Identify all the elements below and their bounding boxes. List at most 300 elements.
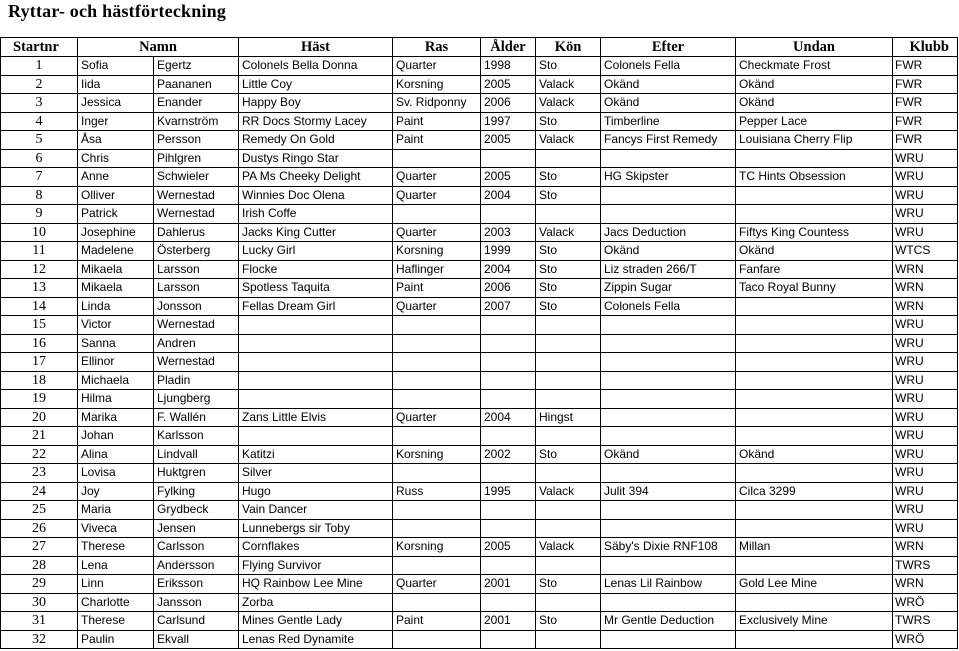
cell-first-name: Sofia bbox=[78, 57, 154, 76]
cell-last-name: Carlsund bbox=[154, 612, 239, 631]
cell-breed bbox=[393, 205, 481, 224]
cell-age: 2002 bbox=[481, 445, 536, 464]
cell-first-name: Charlotte bbox=[78, 593, 154, 612]
rider-horse-table bbox=[0, 37, 958, 649]
cell-horse: HQ Rainbow Lee Mine bbox=[239, 575, 393, 594]
cell-first-name: Paulin bbox=[78, 630, 154, 649]
cell-sex: Valack bbox=[536, 75, 601, 94]
cell-sex: Sto bbox=[536, 445, 601, 464]
cell-breed bbox=[393, 556, 481, 575]
cell-club: FWR bbox=[893, 75, 958, 94]
cell-sire bbox=[601, 427, 736, 446]
cell-sire: Lenas Lil Rainbow bbox=[601, 575, 736, 594]
cell-age bbox=[481, 390, 536, 409]
cell-club: WRU bbox=[893, 186, 958, 205]
cell-horse: Dustys Ringo Star bbox=[239, 149, 393, 168]
cell-startnr: 4 bbox=[1, 112, 78, 131]
cell-breed bbox=[393, 149, 481, 168]
cell-age bbox=[481, 630, 536, 649]
cell-breed: Korsning bbox=[393, 75, 481, 94]
cell-breed bbox=[393, 630, 481, 649]
cell-breed bbox=[393, 334, 481, 353]
table-row bbox=[1, 519, 958, 538]
cell-startnr: 24 bbox=[1, 482, 78, 501]
cell-first-name: Chris bbox=[78, 149, 154, 168]
cell-club: WRU bbox=[893, 223, 958, 242]
cell-sex: Sto bbox=[536, 168, 601, 187]
cell-sex: Valack bbox=[536, 94, 601, 113]
cell-club: FWR bbox=[893, 112, 958, 131]
cell-sire bbox=[601, 519, 736, 538]
cell-dam: Gold Lee Mine bbox=[736, 575, 893, 594]
cell-age: 2004 bbox=[481, 186, 536, 205]
cell-horse: Katitzi bbox=[239, 445, 393, 464]
cell-horse: Zorba bbox=[239, 593, 393, 612]
cell-age bbox=[481, 556, 536, 575]
cell-sire: Zippin Sugar bbox=[601, 279, 736, 298]
cell-last-name: F. Wallén bbox=[154, 408, 239, 427]
cell-breed: Quarter bbox=[393, 168, 481, 187]
cell-club: FWR bbox=[893, 57, 958, 76]
cell-age: 1998 bbox=[481, 57, 536, 76]
cell-sex bbox=[536, 519, 601, 538]
cell-startnr: 13 bbox=[1, 279, 78, 298]
table-row bbox=[1, 408, 958, 427]
cell-last-name: Jansson bbox=[154, 593, 239, 612]
cell-first-name: Viveca bbox=[78, 519, 154, 538]
cell-club: FWR bbox=[893, 94, 958, 113]
cell-sire bbox=[601, 464, 736, 483]
cell-dam bbox=[736, 371, 893, 390]
cell-breed: Paint bbox=[393, 131, 481, 150]
cell-last-name: Paananen bbox=[154, 75, 239, 94]
cell-sire bbox=[601, 556, 736, 575]
cell-club: WRU bbox=[893, 149, 958, 168]
cell-club: WRU bbox=[893, 390, 958, 409]
table-row bbox=[1, 149, 958, 168]
cell-club: WRU bbox=[893, 371, 958, 390]
header-row bbox=[1, 38, 958, 57]
cell-startnr: 9 bbox=[1, 205, 78, 224]
cell-startnr: 2 bbox=[1, 75, 78, 94]
cell-last-name: Wernestad bbox=[154, 353, 239, 372]
cell-breed: Paint bbox=[393, 112, 481, 131]
cell-breed: Quarter bbox=[393, 57, 481, 76]
cell-first-name: Michaela bbox=[78, 371, 154, 390]
cell-first-name: Ellinor bbox=[78, 353, 154, 372]
cell-sex bbox=[536, 464, 601, 483]
cell-first-name: Joy bbox=[78, 482, 154, 501]
cell-horse bbox=[239, 316, 393, 335]
cell-last-name: Schwieler bbox=[154, 168, 239, 187]
cell-horse bbox=[239, 334, 393, 353]
cell-sex: Sto bbox=[536, 279, 601, 298]
cell-horse bbox=[239, 371, 393, 390]
table-row bbox=[1, 501, 958, 520]
cell-startnr: 28 bbox=[1, 556, 78, 575]
cell-last-name: Grydbeck bbox=[154, 501, 239, 520]
cell-startnr: 16 bbox=[1, 334, 78, 353]
cell-last-name: Kvarnström bbox=[154, 112, 239, 131]
table-row bbox=[1, 353, 958, 372]
cell-club: TWRS bbox=[893, 612, 958, 631]
cell-dam bbox=[736, 630, 893, 649]
cell-age: 2001 bbox=[481, 575, 536, 594]
cell-horse: Mines Gentle Lady bbox=[239, 612, 393, 631]
cell-club: WRU bbox=[893, 464, 958, 483]
cell-club: WRU bbox=[893, 501, 958, 520]
cell-sex: Sto bbox=[536, 112, 601, 131]
cell-age bbox=[481, 427, 536, 446]
cell-age: 2007 bbox=[481, 297, 536, 316]
cell-sex: Valack bbox=[536, 223, 601, 242]
cell-startnr: 17 bbox=[1, 353, 78, 372]
cell-breed: Sv. Ridponny bbox=[393, 94, 481, 113]
cell-startnr: 23 bbox=[1, 464, 78, 483]
column-header-alder: Ålder bbox=[481, 38, 536, 57]
cell-first-name: Åsa bbox=[78, 131, 154, 150]
cell-last-name: Jonsson bbox=[154, 297, 239, 316]
cell-first-name: Iida bbox=[78, 75, 154, 94]
cell-horse: Silver bbox=[239, 464, 393, 483]
column-header-kon: Kön bbox=[536, 38, 601, 57]
cell-dam: TC Hints Obsession bbox=[736, 168, 893, 187]
table-row bbox=[1, 279, 958, 298]
cell-horse bbox=[239, 427, 393, 446]
cell-sire: Säby's Dixie RNF108 bbox=[601, 538, 736, 557]
cell-age bbox=[481, 316, 536, 335]
cell-dam: Exclusively Mine bbox=[736, 612, 893, 631]
cell-breed bbox=[393, 519, 481, 538]
cell-breed bbox=[393, 353, 481, 372]
cell-dam bbox=[736, 149, 893, 168]
cell-dam bbox=[736, 205, 893, 224]
cell-club: FWR bbox=[893, 131, 958, 150]
cell-last-name: Enander bbox=[154, 94, 239, 113]
cell-startnr: 8 bbox=[1, 186, 78, 205]
cell-sire bbox=[601, 501, 736, 520]
cell-sex: Sto bbox=[536, 612, 601, 631]
table-row bbox=[1, 242, 958, 261]
cell-dam: Okänd bbox=[736, 445, 893, 464]
cell-sex bbox=[536, 556, 601, 575]
cell-horse: Zans Little Elvis bbox=[239, 408, 393, 427]
cell-club: WRU bbox=[893, 205, 958, 224]
cell-startnr: 7 bbox=[1, 168, 78, 187]
cell-sire: Colonels Fella bbox=[601, 297, 736, 316]
cell-horse: Lunnebergs sir Toby bbox=[239, 519, 393, 538]
cell-first-name: Linda bbox=[78, 297, 154, 316]
cell-breed: Paint bbox=[393, 279, 481, 298]
cell-age: 1997 bbox=[481, 112, 536, 131]
cell-startnr: 27 bbox=[1, 538, 78, 557]
cell-sire bbox=[601, 371, 736, 390]
cell-sire bbox=[601, 593, 736, 612]
cell-breed: Quarter bbox=[393, 575, 481, 594]
cell-first-name: Alina bbox=[78, 445, 154, 464]
cell-sire: Colonels Fella bbox=[601, 57, 736, 76]
cell-sire: Timberline bbox=[601, 112, 736, 131]
cell-horse: Winnies Doc Olena bbox=[239, 186, 393, 205]
column-header-namn: Namn bbox=[78, 38, 239, 57]
cell-breed: Korsning bbox=[393, 538, 481, 557]
cell-club: WRU bbox=[893, 427, 958, 446]
cell-last-name: Andersson bbox=[154, 556, 239, 575]
cell-horse: Colonels Bella Donna bbox=[239, 57, 393, 76]
cell-first-name: Madelene bbox=[78, 242, 154, 261]
cell-sire: HG Skipster bbox=[601, 168, 736, 187]
cell-last-name: Wernestad bbox=[154, 316, 239, 335]
cell-sex: Sto bbox=[536, 575, 601, 594]
cell-age bbox=[481, 371, 536, 390]
cell-first-name: Therese bbox=[78, 538, 154, 557]
cell-age: 2006 bbox=[481, 279, 536, 298]
cell-age bbox=[481, 464, 536, 483]
cell-last-name: Persson bbox=[154, 131, 239, 150]
table-row bbox=[1, 57, 958, 76]
table-row bbox=[1, 223, 958, 242]
cell-club: WRU bbox=[893, 482, 958, 501]
cell-sire: Okänd bbox=[601, 445, 736, 464]
cell-sex: Sto bbox=[536, 260, 601, 279]
cell-dam bbox=[736, 501, 893, 520]
cell-sire bbox=[601, 390, 736, 409]
cell-startnr: 18 bbox=[1, 371, 78, 390]
cell-horse: Irish Coffe bbox=[239, 205, 393, 224]
cell-startnr: 25 bbox=[1, 501, 78, 520]
cell-horse: Remedy On Gold bbox=[239, 131, 393, 150]
cell-sire: Okänd bbox=[601, 94, 736, 113]
cell-startnr: 10 bbox=[1, 223, 78, 242]
cell-club: WRU bbox=[893, 168, 958, 187]
cell-sex bbox=[536, 316, 601, 335]
cell-first-name: Johan bbox=[78, 427, 154, 446]
cell-sex: Sto bbox=[536, 186, 601, 205]
table-row bbox=[1, 334, 958, 353]
cell-dam: Okänd bbox=[736, 94, 893, 113]
cell-sex bbox=[536, 205, 601, 224]
table-row bbox=[1, 575, 958, 594]
cell-first-name: Maria bbox=[78, 501, 154, 520]
cell-club: WRU bbox=[893, 353, 958, 372]
cell-dam: Cilca 3299 bbox=[736, 482, 893, 501]
cell-sex bbox=[536, 334, 601, 353]
cell-dam: Fanfare bbox=[736, 260, 893, 279]
cell-breed: Korsning bbox=[393, 445, 481, 464]
cell-dam: Louisiana Cherry Flip bbox=[736, 131, 893, 150]
cell-club: WRU bbox=[893, 334, 958, 353]
table-row bbox=[1, 630, 958, 649]
cell-dam bbox=[736, 593, 893, 612]
cell-startnr: 22 bbox=[1, 445, 78, 464]
cell-club: TWRS bbox=[893, 556, 958, 575]
cell-sex bbox=[536, 390, 601, 409]
table-row bbox=[1, 205, 958, 224]
cell-startnr: 15 bbox=[1, 316, 78, 335]
cell-last-name: Pladin bbox=[154, 371, 239, 390]
cell-breed: Quarter bbox=[393, 223, 481, 242]
cell-sire: Okänd bbox=[601, 75, 736, 94]
cell-dam: Okänd bbox=[736, 242, 893, 261]
cell-dam bbox=[736, 390, 893, 409]
cell-age: 2004 bbox=[481, 408, 536, 427]
cell-dam bbox=[736, 334, 893, 353]
cell-sex: Hingst bbox=[536, 408, 601, 427]
cell-age: 2006 bbox=[481, 94, 536, 113]
cell-first-name: Jessica bbox=[78, 94, 154, 113]
cell-sire bbox=[601, 630, 736, 649]
cell-age bbox=[481, 593, 536, 612]
cell-last-name: Österberg bbox=[154, 242, 239, 261]
cell-breed bbox=[393, 390, 481, 409]
table-row bbox=[1, 556, 958, 575]
cell-age bbox=[481, 353, 536, 372]
cell-last-name: Ekvall bbox=[154, 630, 239, 649]
cell-last-name: Ljungberg bbox=[154, 390, 239, 409]
table-row bbox=[1, 390, 958, 409]
table-row bbox=[1, 316, 958, 335]
column-header-klubb: Klubb bbox=[893, 38, 958, 57]
table-row bbox=[1, 538, 958, 557]
cell-last-name: Lindvall bbox=[154, 445, 239, 464]
cell-horse: Jacks King Cutter bbox=[239, 223, 393, 242]
table-row bbox=[1, 94, 958, 113]
cell-breed bbox=[393, 501, 481, 520]
table-body bbox=[1, 57, 958, 649]
cell-sex: Valack bbox=[536, 131, 601, 150]
cell-startnr: 20 bbox=[1, 408, 78, 427]
cell-horse: Spotless Taquita bbox=[239, 279, 393, 298]
cell-sire: Jacs Deduction bbox=[601, 223, 736, 242]
table-row bbox=[1, 186, 958, 205]
cell-dam bbox=[736, 353, 893, 372]
cell-horse: Little Coy bbox=[239, 75, 393, 94]
cell-dam: Millan bbox=[736, 538, 893, 557]
cell-last-name: Carlsson bbox=[154, 538, 239, 557]
cell-horse bbox=[239, 353, 393, 372]
cell-age: 2005 bbox=[481, 168, 536, 187]
cell-dam: Checkmate Frost bbox=[736, 57, 893, 76]
cell-first-name: Lovisa bbox=[78, 464, 154, 483]
cell-sire bbox=[601, 334, 736, 353]
cell-horse: Lenas Red Dynamite bbox=[239, 630, 393, 649]
cell-sire bbox=[601, 186, 736, 205]
cell-sex bbox=[536, 501, 601, 520]
table-row bbox=[1, 168, 958, 187]
cell-horse: Flocke bbox=[239, 260, 393, 279]
cell-last-name: Eriksson bbox=[154, 575, 239, 594]
cell-breed: Korsning bbox=[393, 242, 481, 261]
cell-sire bbox=[601, 408, 736, 427]
cell-first-name: Patrick bbox=[78, 205, 154, 224]
cell-age bbox=[481, 334, 536, 353]
cell-age bbox=[481, 149, 536, 168]
cell-age: 2005 bbox=[481, 131, 536, 150]
cell-last-name: Dahlerus bbox=[154, 223, 239, 242]
cell-last-name: Andren bbox=[154, 334, 239, 353]
cell-dam bbox=[736, 427, 893, 446]
cell-age bbox=[481, 519, 536, 538]
cell-sire: Julit 394 bbox=[601, 482, 736, 501]
cell-sire bbox=[601, 149, 736, 168]
table-row bbox=[1, 482, 958, 501]
cell-last-name: Huktgren bbox=[154, 464, 239, 483]
cell-first-name: Olliver bbox=[78, 186, 154, 205]
column-header-ras: Ras bbox=[393, 38, 481, 57]
cell-sire: Okänd bbox=[601, 242, 736, 261]
column-header-undan: Undan bbox=[736, 38, 893, 57]
table-row bbox=[1, 75, 958, 94]
cell-club: WRN bbox=[893, 575, 958, 594]
cell-age bbox=[481, 501, 536, 520]
cell-club: WRU bbox=[893, 519, 958, 538]
cell-horse: Flying Survivor bbox=[239, 556, 393, 575]
cell-startnr: 11 bbox=[1, 242, 78, 261]
cell-sire bbox=[601, 316, 736, 335]
cell-dam bbox=[736, 297, 893, 316]
cell-sire bbox=[601, 205, 736, 224]
table-row bbox=[1, 297, 958, 316]
cell-last-name: Larsson bbox=[154, 279, 239, 298]
cell-breed: Paint bbox=[393, 612, 481, 631]
table-row bbox=[1, 464, 958, 483]
cell-age: 2001 bbox=[481, 612, 536, 631]
cell-last-name: Wernestad bbox=[154, 186, 239, 205]
cell-startnr: 21 bbox=[1, 427, 78, 446]
cell-sex bbox=[536, 353, 601, 372]
cell-horse: Cornflakes bbox=[239, 538, 393, 557]
table-row bbox=[1, 371, 958, 390]
cell-sire bbox=[601, 353, 736, 372]
cell-last-name: Wernestad bbox=[154, 205, 239, 224]
cell-last-name: Fylking bbox=[154, 482, 239, 501]
cell-age: 1999 bbox=[481, 242, 536, 261]
cell-startnr: 29 bbox=[1, 575, 78, 594]
table-row bbox=[1, 131, 958, 150]
cell-startnr: 5 bbox=[1, 131, 78, 150]
cell-horse bbox=[239, 390, 393, 409]
cell-last-name: Pihlgren bbox=[154, 149, 239, 168]
cell-first-name: Victor bbox=[78, 316, 154, 335]
cell-dam bbox=[736, 519, 893, 538]
cell-startnr: 26 bbox=[1, 519, 78, 538]
cell-startnr: 30 bbox=[1, 593, 78, 612]
cell-club: WRÖ bbox=[893, 630, 958, 649]
cell-club: WTCS bbox=[893, 242, 958, 261]
cell-age: 1995 bbox=[481, 482, 536, 501]
cell-horse: RR Docs Stormy Lacey bbox=[239, 112, 393, 131]
cell-club: WRU bbox=[893, 408, 958, 427]
table-row bbox=[1, 112, 958, 131]
cell-first-name: Marika bbox=[78, 408, 154, 427]
cell-first-name: Josephine bbox=[78, 223, 154, 242]
cell-club: WRU bbox=[893, 445, 958, 464]
table-row bbox=[1, 593, 958, 612]
cell-first-name: Lena bbox=[78, 556, 154, 575]
cell-club: WRN bbox=[893, 538, 958, 557]
cell-first-name: Sanna bbox=[78, 334, 154, 353]
cell-dam bbox=[736, 408, 893, 427]
column-header-startnr: Startnr bbox=[1, 38, 78, 57]
cell-breed bbox=[393, 316, 481, 335]
cell-sire: Fancys First Remedy bbox=[601, 131, 736, 150]
cell-horse: Lucky Girl bbox=[239, 242, 393, 261]
cell-dam bbox=[736, 556, 893, 575]
cell-startnr: 19 bbox=[1, 390, 78, 409]
cell-club: WRN bbox=[893, 279, 958, 298]
cell-sex bbox=[536, 427, 601, 446]
table-row bbox=[1, 612, 958, 631]
